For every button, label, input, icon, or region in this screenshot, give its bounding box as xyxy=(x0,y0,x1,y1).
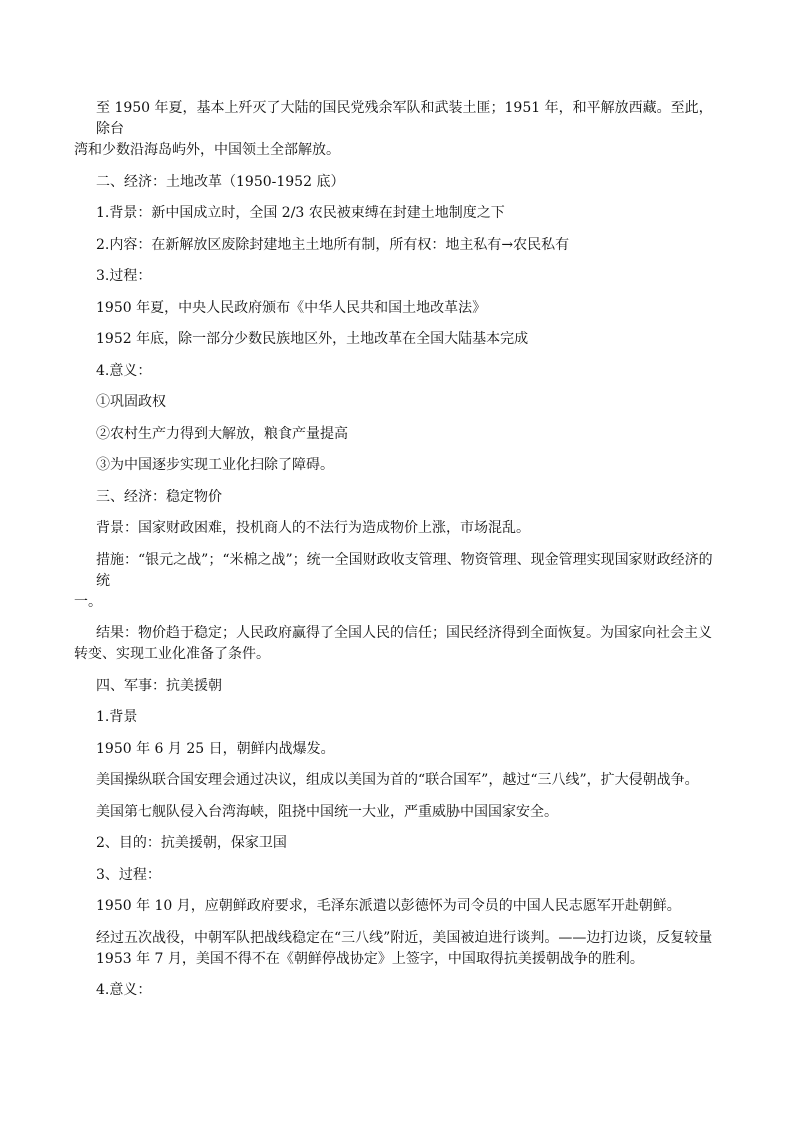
land-reform-process-1: 1950 年夏，中央人民政府颁布《中华人民共和国土地改革法》 xyxy=(96,299,487,316)
korean-war-process-1: 1950 年 10 月，应朝鲜政府要求，毛泽东派遣以彭德怀为司令员的中国人民志愿军开赴朝鲜。 xyxy=(96,898,681,914)
paragraph-1-line-1: 至 1950 年夏，基本上歼灭了大陆的国民党残余军队和武装土匪；1951 年，和平解放西藏。至此，除台 xyxy=(96,100,713,137)
korean-war-significance-label: 4.意义： xyxy=(96,982,152,998)
heading-korean-war: 四、军事：抗美援朝 xyxy=(96,677,222,694)
korean-war-purpose: 2、目的：抗美援朝，保家卫国 xyxy=(96,835,287,851)
korean-war-process-label: 3、过程： xyxy=(96,866,161,883)
land-reform-process-2: 1952 年底，除一部分少数民族地区外，土地改革在全国大陆基本完成 xyxy=(96,331,529,347)
korean-war-background-2: 美国操纵联合国安理会通过决议，组成以美国为首的“联合国军”，越过“三八线”，扩大侵朝战争。 xyxy=(96,772,699,788)
land-reform-significance-2: ②农村生产力得到大解放，粮食产量提高 xyxy=(96,425,348,442)
land-reform-content: 2.内容：在新解放区废除封建地主土地所有制，所有权：地主私有→农民私有 xyxy=(96,236,570,253)
prices-result-line-1: 结果：物价趋于稳定；人民政府赢得了全国人民的信任；国民经济得到全面恢复。为国家向社会主义 xyxy=(96,625,712,641)
korean-war-process-2: 经过五次战役，中朝军队把战线稳定在“三八线”附近，美国被迫进行谈判。——边打边谈，反复较量 xyxy=(96,929,713,946)
prices-result-line-2: 转变、实现工业化准备了条件。 xyxy=(74,646,270,662)
paragraph-1 xyxy=(74,98,720,161)
land-reform-background: 1.背景：新中国成立时，全国 2/3 农民被束缚在封建土地制度之下 xyxy=(96,205,505,221)
heading-land-reform: 二、经济：土地改革（1950-1952 底） xyxy=(96,173,345,190)
land-reform-significance-3: ③为中国逐步实现工业化扫除了障碍。 xyxy=(96,457,334,473)
paragraph-1-line-2: 湾和少数沿海岛屿外，中国领土全部解放。 xyxy=(74,142,340,158)
land-reform-significance-1: ①巩固政权 xyxy=(96,394,166,410)
prices-result xyxy=(74,623,720,665)
korean-war-background-1: 1950 年 6 月 25 日，朝鲜内战爆发。 xyxy=(96,740,335,757)
land-reform-significance-label: 4.意义： xyxy=(96,362,152,379)
prices-measures-line-1: 措施：“银元之战”；“米棉之战”；统一全国财政收支管理、物资管理、现金管理实现国家财政经济的统 xyxy=(96,551,713,589)
korean-war-background-label: 1.背景 xyxy=(96,709,138,725)
prices-measures-line-2: 一。 xyxy=(74,593,102,610)
document-body xyxy=(74,98,720,1012)
heading-stabilize-prices: 三、经济：稳定物价 xyxy=(96,488,222,505)
prices-measures xyxy=(74,550,720,613)
korean-war-background-3: 美国第七舰队侵入台湾海峡，阻挠中国统一大业，严重威胁中国国家安全。 xyxy=(96,803,558,820)
prices-background: 背景：国家财政困难，投机商人的不法行为造成物价上涨，市场混乱。 xyxy=(96,520,530,536)
land-reform-process-label: 3.过程： xyxy=(96,268,152,284)
korean-war-process-3: 1953 年 7 月，美国不得不在《朝鲜停战协定》上签字，中国取得抗美援朝战争的胜利。 xyxy=(96,950,644,967)
